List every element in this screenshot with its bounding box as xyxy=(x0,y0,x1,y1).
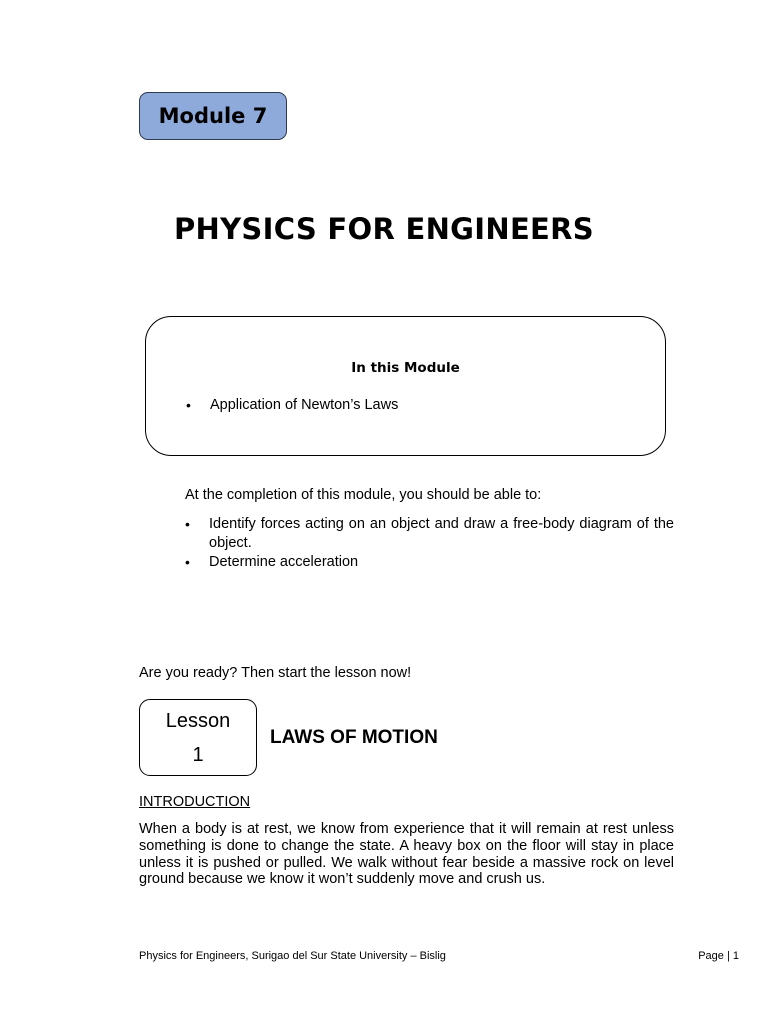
introduction-paragraph: When a body is at rest, we know from experience that it will remain at rest unless something is done to change the state. A heavy box on the floor will stay in place unless it is pushed or pulled. We walk without fear beside a massive rock on level ground because we know it won’t suddenly move and crush us. xyxy=(139,821,674,888)
ready-prompt: Are you ready? Then start the lesson now! xyxy=(139,665,412,681)
module-overview-box xyxy=(145,316,666,456)
module-overview-heading: In this Module xyxy=(351,360,460,376)
footer-page-number: Page | 1 xyxy=(698,950,739,962)
module-badge-label: Module 7 xyxy=(158,104,268,128)
lesson-label: Lesson xyxy=(165,709,231,732)
objectives-intro: At the completion of this module, you should be able to: xyxy=(185,487,542,503)
lesson-number: 1 xyxy=(192,743,204,766)
footer-source: Physics for Engineers, Surigao del Sur State University – Bislig xyxy=(139,950,446,962)
objective-item: • Identify forces acting on an object and draw a free-body diagram of the object. xyxy=(185,515,674,553)
module-overview-item: • Application of Newton’s Laws xyxy=(186,396,398,415)
lesson-title: LAWS OF MOTION xyxy=(270,727,438,748)
lesson-badge xyxy=(139,699,257,776)
objective-item: • Determine acceleration xyxy=(185,553,674,572)
introduction-heading: INTRODUCTION xyxy=(139,794,251,810)
module-badge xyxy=(139,92,287,140)
document-title: PHYSICS FOR ENGINEERS xyxy=(174,212,594,246)
objectives-list xyxy=(185,515,674,572)
module-overview-list xyxy=(186,396,398,415)
